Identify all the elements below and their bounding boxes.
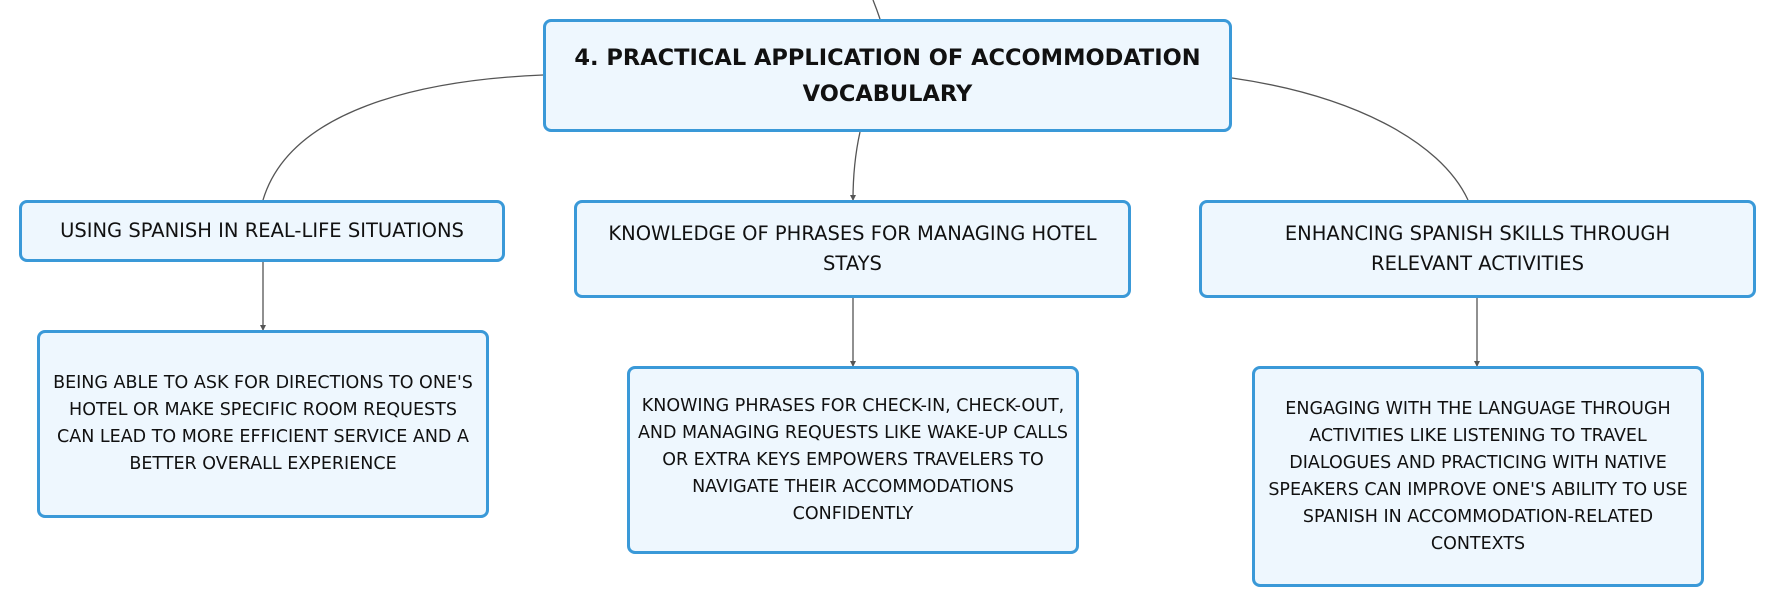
detail-node-real-life-situations[interactable] bbox=[37, 330, 489, 518]
connector-parent-to-root bbox=[873, 0, 880, 19]
topic-node-label: KNOWLEDGE OF PHRASES FOR MANAGING HOTEL STAYS bbox=[608, 222, 1097, 275]
detail-node-text: KNOWING PHRASES FOR CHECK-IN, CHECK-OUT, AND MANAGING REQUESTS LIKE WAKE-UP CALLS OR EXTRA KEYS EMPOWERS TRAVELERS TO NAVIGATE THEIR ACCOMMODATIONS CONFIDENTLY bbox=[637, 395, 1069, 524]
topic-node-label: USING SPANISH IN REAL-LIFE SITUATIONS bbox=[60, 219, 464, 242]
root-node[interactable] bbox=[543, 19, 1232, 132]
detail-node-hotel-phrases[interactable] bbox=[627, 366, 1079, 554]
connector-root-to-topic-2 bbox=[853, 132, 860, 200]
topic-node-label: ENHANCING SPANISH SKILLS THROUGH RELEVANT ACTIVITIES bbox=[1284, 222, 1671, 275]
connector-root-to-topic-3 bbox=[1232, 78, 1468, 200]
detail-node-text: BEING ABLE TO ASK FOR DIRECTIONS TO ONE'S HOTEL OR MAKE SPECIFIC ROOM REQUESTS CAN LEAD TO MORE EFFICIENT SERVICE AND A BETTER OVERALL EXPERIENCE bbox=[53, 373, 473, 474]
root-node-title: 4. PRACTICAL APPLICATION OF ACCOMMODATION VOCABULARY bbox=[574, 44, 1201, 107]
connector-root-to-topic-1 bbox=[263, 75, 543, 200]
topic-node-relevant-activities[interactable] bbox=[1199, 200, 1756, 298]
detail-node-text: ENGAGING WITH THE LANGUAGE THROUGH ACTIVITIES LIKE LISTENING TO TRAVEL DIALOGUES AND PRACTICING WITH NATIVE SPEAKERS CAN IMPROVE ONE'S ABILITY TO USE SPANISH IN ACCOMMODATION-RELATED CONTEXTS bbox=[1268, 398, 1688, 554]
topic-node-real-life-situations[interactable] bbox=[19, 200, 505, 262]
topic-node-hotel-phrases[interactable] bbox=[574, 200, 1131, 298]
detail-node-relevant-activities[interactable] bbox=[1252, 366, 1704, 587]
